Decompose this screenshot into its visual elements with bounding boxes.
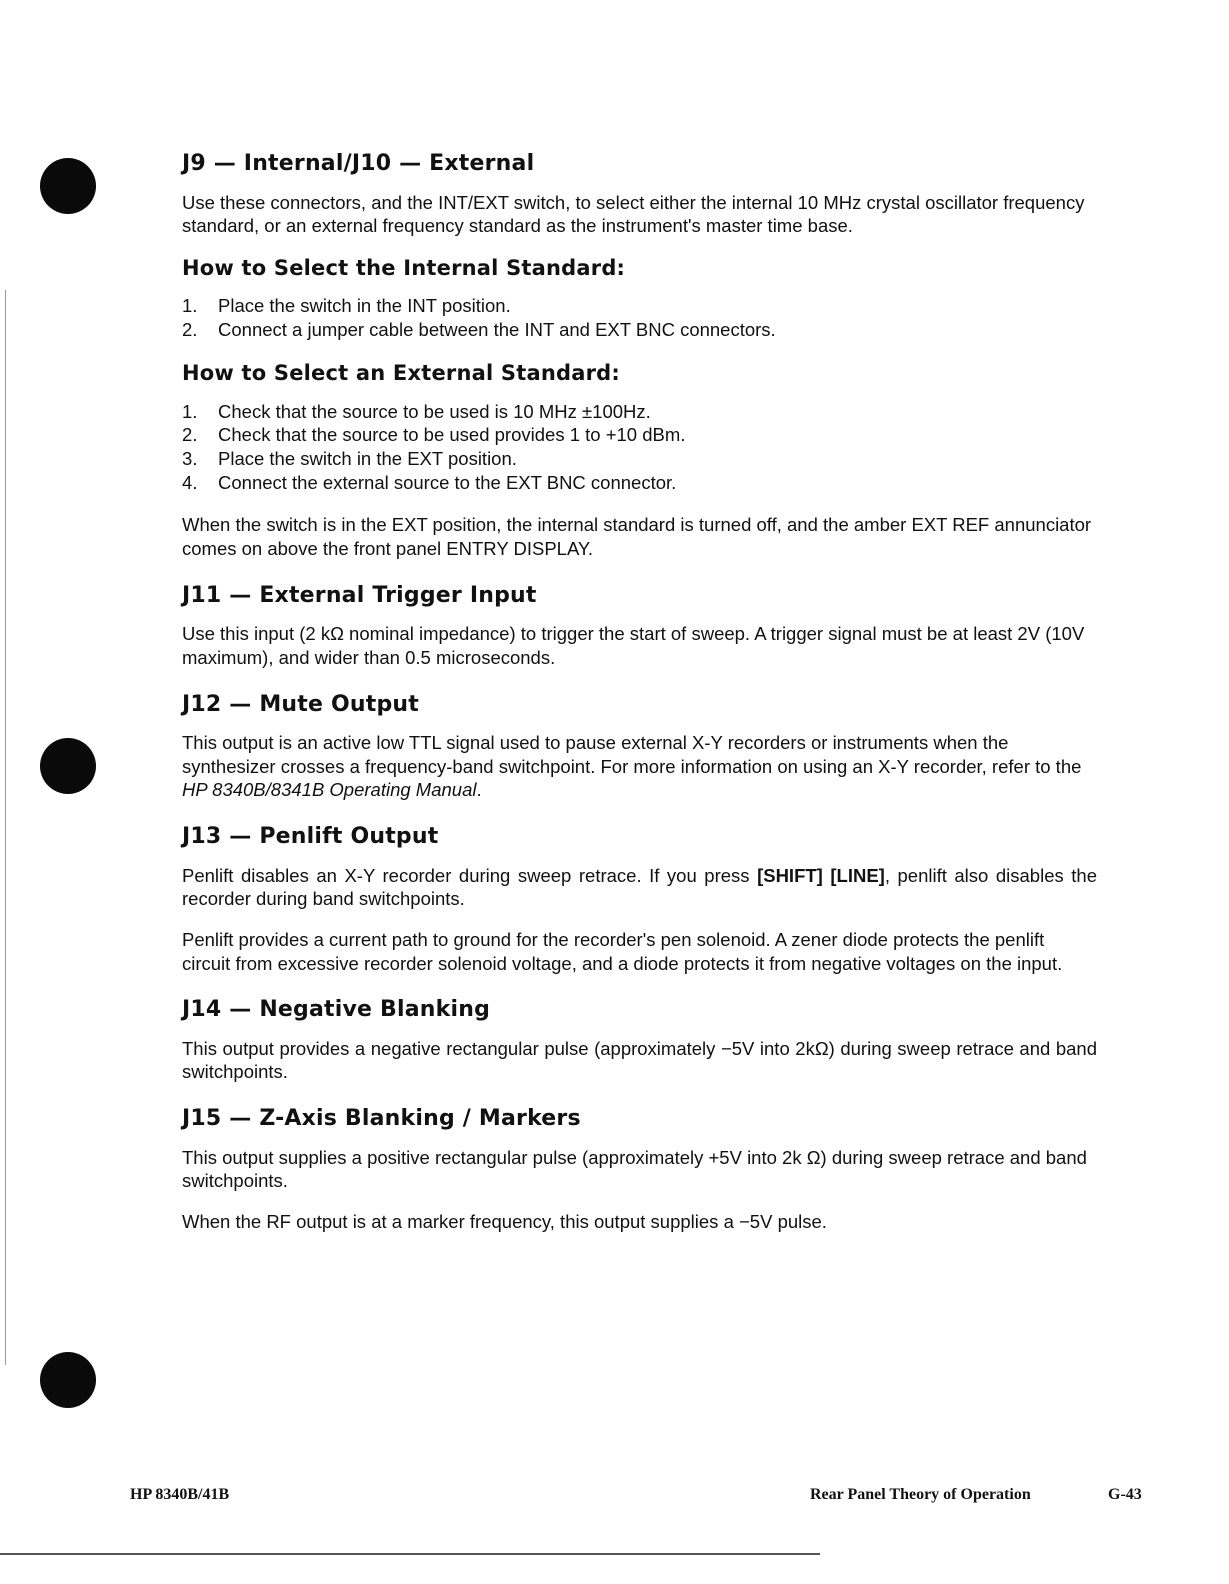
section-text: This output is an active low TTL signal used to pause external X-Y recorders or instruments when the synthesizer crosses a frequency-band switchpoint. For more information on using an X-Y recorder, refer to the HP 8340B/8341B Operating Manual. <box>182 732 1082 801</box>
list-item: 4. Connect the external source to the EXT BNC connector. <box>182 471 677 493</box>
internal-standard <box>182 255 1097 342</box>
section-j15 <box>182 1105 1097 1234</box>
section-text: This output provides a negative rectangular pulse (approximately −5V into 2kΩ) during sweep retrace and band switchpoints. <box>182 1037 1097 1083</box>
margin-line <box>5 290 6 1365</box>
binder-hole-middle <box>40 738 96 794</box>
key-line: [LINE] <box>830 864 885 886</box>
section-text: This output supplies a positive rectangular pulse (approximately +5V into 2k Ω) during sweep retrace and band switchpoints. <box>182 1146 1087 1192</box>
list-item: 3. Place the switch in the EXT position. <box>182 448 517 470</box>
internal-steps <box>182 294 1097 341</box>
binder-hole-top <box>40 158 96 214</box>
section-heading: J11 — External Trigger Input <box>182 582 537 608</box>
list-item: 2. Check that the source to be used provides 1 to +10 dBm. <box>182 424 686 446</box>
external-steps <box>182 400 1097 495</box>
manual-reference: HP 8340B/8341B Operating Manual <box>182 779 477 801</box>
ext-note: When the switch is in the EXT position, the internal standard is turned off, and the amber EXT REF annunciator comes on above the front panel ENTRY DISPLAY. <box>182 514 1092 560</box>
section-j9 <box>182 150 1097 561</box>
footer-model: HP 8340B/41B <box>130 1486 230 1503</box>
section-j11 <box>182 582 1097 670</box>
subsection-heading: How to Select an External Standard: <box>182 361 620 386</box>
section-heading: J13 — Penlift Output <box>182 824 439 850</box>
footer-title: Rear Panel Theory of Operation <box>810 1486 1031 1503</box>
section-j13 <box>182 823 1097 975</box>
binder-hole-bottom <box>40 1352 96 1408</box>
section-j12 <box>182 691 1097 803</box>
subsection-heading: How to Select the Internal Standard: <box>182 255 626 280</box>
list-item: 1. Check that the source to be used is 10 MHz ±100Hz. <box>182 400 651 422</box>
section-heading: J9 — Internal/J10 — External <box>182 151 535 176</box>
list-item: 1. Place the switch in the INT position. <box>182 295 511 317</box>
section-text: When the RF output is at a marker frequency, this output supplies a −5V pulse. <box>182 1210 827 1232</box>
external-standard <box>182 360 1097 560</box>
page-content <box>182 150 1097 1255</box>
section-heading: J12 — Mute Output <box>182 691 419 717</box>
section-heading: J14 — Negative Blanking <box>182 997 491 1023</box>
section-heading: J15 — Z-Axis Blanking / Markers <box>182 1106 581 1132</box>
section-text: Penlift provides a current path to ground for the recorder's pen solenoid. A zener diode protects the penlift circuit from excessive recorder solenoid voltage, and a diode protects it from negative voltages on the input. <box>182 928 1063 974</box>
bottom-rule <box>0 1553 820 1555</box>
footer-page-number: G-43 <box>1108 1486 1142 1503</box>
section-text: Penlift disables an X-Y recorder during sweep retrace. If you press [SHIFT] [LINE], penlift also disables the recorder during band switchpoints. <box>182 864 1097 910</box>
key-shift: [SHIFT] <box>757 864 823 886</box>
section-intro: Use these connectors, and the INT/EXT switch, to select either the internal 10 MHz crystal oscillator frequency standard, or an external frequency standard as the instrument's master time base. <box>182 191 1085 237</box>
section-j14 <box>182 996 1097 1084</box>
section-text: Use this input (2 kΩ nominal impedance) to trigger the start of sweep. A trigger signal must be at least 2V (10V maximum), and wider than 0.5 microseconds. <box>182 623 1085 668</box>
list-item: 2. Connect a jumper cable between the INT and EXT BNC connectors. <box>182 318 776 340</box>
